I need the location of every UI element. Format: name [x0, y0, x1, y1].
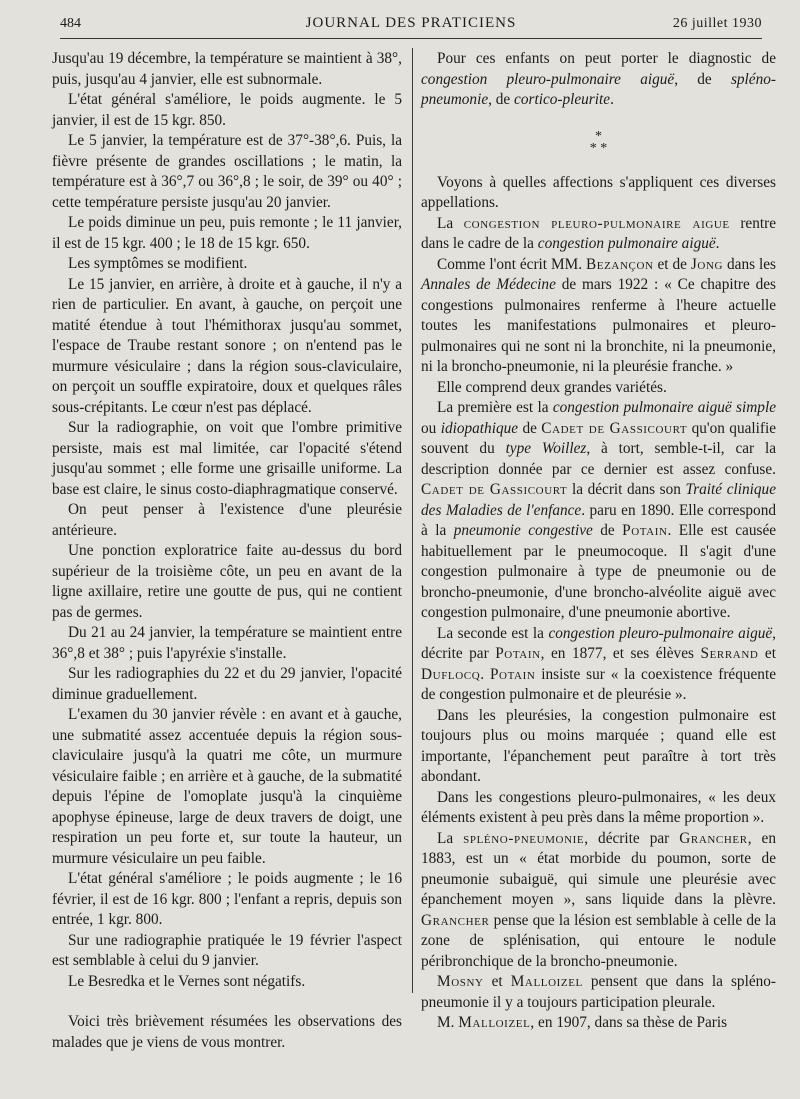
paragraph: Sur les radiographies du 22 et du 29 janvier, l'opacité diminue graduellement. [52, 665, 402, 703]
right-column [421, 49, 776, 1034]
paragraph: Une ponction exploratrice faite au-dessus du bord supérieur de la troisième côte, un peu en avant de la ligne axillaire, retire une goutte de pus, qui ne contient pas de germes. [52, 542, 402, 621]
issue-date: 26 juillet 1930 [672, 16, 762, 31]
paragraph: M. Malloizel, en 1907, dans sa thèse de Paris [437, 1014, 728, 1031]
paragraph: La seconde est la congestion pleuro-pulmonaire aiguë, décrite par Potain, en 1877, et ses élèves Serrand et Duflocq. Potain insiste sur « la coexistence fréquente de congestion pulmonaire et de pleurésie ». [421, 624, 776, 703]
paragraph: On peut penser à l'existence d'une pleurésie antérieure. [52, 501, 402, 539]
paragraph: Le poids diminue un peu, puis remonte ; le 11 janvier, il est de 15 kgr. 400 ; le 18 de 15 kgr. 650. [52, 214, 402, 252]
paragraph: Jusqu'au 19 décembre, la température se maintient à 38°, puis, jusqu'au 4 janvier, elle est subnormale. [52, 50, 402, 88]
paragraph: Mosny et Malloizel pensent que dans la spléno-pneumonie il y a toujours participation pleurale. [421, 973, 776, 1011]
paragraph: L'état général s'améliore, le poids augmente. le 5 janvier, il est de 15 kgr. 850. [52, 91, 402, 129]
paragraph: Le 15 janvier, en arrière, à droite et à gauche, il n'y a rien de particulier. En avant, à gauche, on perçoit une matité étendue à tout l'hémithorax jusqu'au sommet, l'espace de Traube restant sonore ; on n'entend pas le murmure vésiculaire ; dans la région sous-claviculaire, on perçoit un souffle expiratoire, doux et quelques râles sous-crépitants. Le cœur n'est pas déplacé. [52, 275, 402, 416]
paragraph: Voici très brièvement résumées les observations des malades que je viens de vous montrer. [52, 1013, 402, 1051]
column-divider [412, 48, 413, 993]
paragraph: Du 21 au 24 janvier, la température se maintient entre 36°,8 et 38° ; puis l'apyréxie s'installe. [52, 624, 402, 662]
paragraph: La spléno-pneumonie, décrite par Grancher, en 1883, est un « état morbide du poumon, sorte de pneumonie subaiguë, qui simule une pleurésie avec épanchement moyen », sans liquide dans la plèvre. Grancher pense que la lésion est semblable à celle de la zone de splénisation, qui entoure le nodule péribronchique de la broncho-pneumonie. [421, 829, 776, 970]
header-rule [60, 38, 762, 39]
journal-title: JOURNAL DES PRATICIENS [305, 15, 517, 31]
paragraph: La congestion pleuro-pulmonaire aigue rentre dans le cadre de la congestion pulmonaire aiguë. [421, 214, 776, 252]
paragraph: Pour ces enfants on peut porter le diagnostic de congestion pleuro-pulmonaire aiguë, de spléno-pneumonie, de cortico-pleurite. [421, 50, 776, 108]
paragraph: L'examen du 30 janvier révèle : en avant et à gauche, une submatité assez accentuée depuis la région sous-claviculaire jusqu'à la quatri me côte, un murmure vésiculaire faible ; en arrière et à gauche, de la submatité depuis l'épine de l'omoplate jusqu'à la cinquième apophyse épineuse, large de deux travers de doigt, une respiration un peu forte et, sur toute la hauteur, un murmure vésiculaire un peu faible. [52, 706, 402, 867]
paragraph: Comme l'ont écrit MM. Bezançon et de Jong dans les Annales de Médecine de mars 1922 : « Ce chapitre des congestions pulmonaires renferme à l'heure actuelle toutes les manifestations pulmonaires et pleuro-pulmonaires qui ne sont ni la bronchite, ni la pneumonie, ni la broncho-pneumonie, ni la pleurésie franche. » [421, 255, 776, 375]
paragraph: Sur une radiographie pratiquée le 19 février l'aspect est semblable à celui du 9 janvier. [52, 931, 402, 969]
section-separator-asterism: * * * [589, 128, 608, 156]
paragraph: Dans les pleurésies, la congestion pulmonaire est toujours plus ou moins marquée ; quand elle est importante, l'épanchement peut paraître à tort très abondant. [421, 706, 776, 785]
paragraph: Le Besredka et le Vernes sont négatifs. [68, 972, 306, 990]
paragraph: Sur la radiographie, on voit que l'ombre primitive persiste, mais est mal limitée, car l'opacité s'étend jusqu'au sommet ; elle forme une grisaille uniforme. La base est claire, le sinus costo-diaphragmatique conservé. [52, 419, 402, 498]
left-column [52, 49, 402, 1053]
paragraph: La première est la congestion pulmonaire aiguë simple ou idiopathique de Cadet de Gassicourt qu'on qualifie souvent du type Woillez, à tort, semble-t-il, car la description donnée par ce dernier est assez confuse. Cadet de Gassicourt la décrit dans son Traité clinique des Maladies de l'enfance. paru en 1890. Elle correspond à la pneumonie congestive de Potain. Elle est causée habituellement par le pneumocoque. Il s'agit d'une congestion pulmonaire à type de pneumonie ou de broncho-pneumonie, d'une broncho-alvéolite aiguë avec congestion pulmonaire, d'une pneumonie abortive. [421, 399, 777, 621]
paragraph: Dans les congestions pleuro-pulmonaires, « les deux éléments existent à peu près dans la même proportion ». [421, 788, 776, 826]
paragraph: L'état général s'améliore ; le poids augmente ; le 16 février, il est de 16 kgr. 800 ; l'enfant a repris, depuis son entrée, 1 kgr. 800. [52, 870, 402, 928]
paragraph: Le 5 janvier, la température est de 37°-38°,6. Puis, la fièvre présente de grandes oscillations ; le matin, la température est à 36°,7 ou 36°,8 ; le soir, de 39° ou 40° ; cette température persiste jusqu'au 20 janvier. [52, 132, 402, 211]
page-header [60, 14, 762, 36]
paragraph: Les symptômes se modifient. [68, 255, 248, 272]
paragraph: Voyons à quelles affections s'appliquent ces diverses appellations. [421, 173, 776, 211]
page-number: 484 [60, 16, 81, 31]
paragraph: Elle comprend deux grandes variétés. [437, 378, 667, 396]
